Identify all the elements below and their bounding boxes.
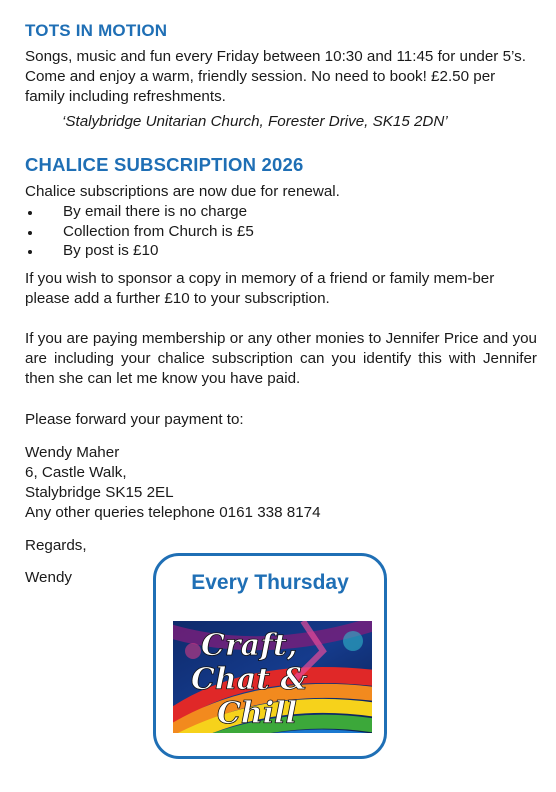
chalice-heading: CHALICE SUBSCRIPTION 2026: [25, 153, 304, 175]
image-text-chat: Chat &: [191, 662, 308, 697]
sponsor-paragraph: If you wish to sponsor a copy in memory of a friend or family mem-ber please add a further £10 to your subscription.: [25, 269, 495, 307]
membership-paragraph: If you are paying membership or any other monies to Jennifer Price and you are including your chalice subscription can you identify this with Jennifer then she can let me know you have paid.: [25, 329, 537, 388]
chalice-subscription-section: [25, 154, 537, 588]
newsletter-page: [25, 20, 537, 588]
postal-address: [25, 443, 537, 524]
tots-address: ‘Stalybridge Unitarian Church, Forester Drive, SK15 2DN’: [62, 112, 448, 130]
list-item: By email there is no charge: [25, 202, 537, 222]
image-text-craft: Craft,: [201, 628, 298, 663]
list-item: By post is £10: [25, 241, 537, 261]
regards: Regards,: [25, 536, 87, 554]
forward-paragraph: Please forward your payment to:: [25, 410, 244, 428]
every-thursday-callout: [153, 553, 387, 759]
address-line: 6, Castle Walk,: [25, 463, 127, 481]
charge-list: [25, 202, 537, 261]
callout-title: Every Thursday: [191, 571, 349, 594]
list-item: Collection from Church is £5: [25, 222, 537, 242]
image-text-chill: Chill: [217, 696, 297, 731]
tots-heading: TOTS IN MOTION: [25, 21, 168, 40]
tots-body: Songs, music and fun every Friday between 10:30 and 11:45 for under 5’s. Come and enjoy a warm, friendly session. No need to book! £2.50 per family including refreshments.: [25, 48, 526, 106]
chalice-intro: Chalice subscriptions are now due for renewal.: [25, 182, 340, 200]
address-line: Wendy Maher: [25, 443, 120, 461]
signoff: Wendy: [25, 568, 72, 586]
address-line: Stalybridge SK15 2EL: [25, 484, 174, 502]
craft-chat-chill-image: [173, 621, 372, 733]
tots-in-motion-section: [25, 21, 537, 132]
queries-line: Any other queries telephone 0161 338 8174: [25, 504, 321, 522]
